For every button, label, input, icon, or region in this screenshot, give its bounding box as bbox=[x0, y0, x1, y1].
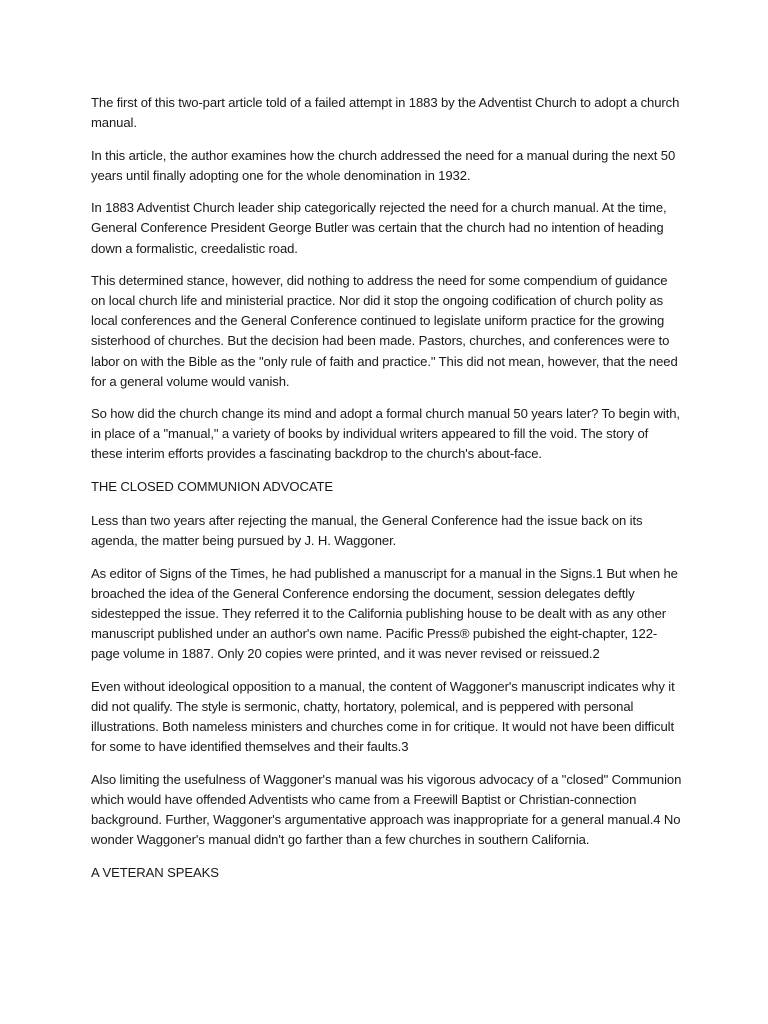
document-body bbox=[91, 93, 683, 897]
section-heading-closed-communion: THE CLOSED COMMUNION ADVOCATE bbox=[91, 479, 334, 494]
paragraph-closed-communion: Also limiting the usefulness of Waggoner's manual was his vigorous advocacy of a "closed" Communion which would have offended Adventists who came from a Freewill Baptist or Christian-connection background. Further, Waggoner's argumentative approach was inappropriate for a general manual.4 No wonder Waggoner's manual didn't go farther than a few churches in southern California. bbox=[91, 771, 682, 847]
paragraph-signs-editor: As editor of Signs of the Times, he had published a manuscript for a manual in the Signs.1 But when he broached the idea of the General Conference endorsing the document, session delegates deftly sidestepped the issue. They referred it to the California publishing house to be dealt with as any other manuscript published under an author's own name. Pacific Press® pubished the eight-chapter, 122-page volume in 1887. Only 20 copies were printed, and it was never revised or reissued.2 bbox=[91, 565, 678, 662]
paragraph-1883-rejection: In 1883 Adventist Church leader ship categorically rejected the need for a church manual. At the time, General Conference President George Butler was certain that the church had no intention of heading down a formalistic, creedalistic road. bbox=[91, 200, 667, 256]
section-heading-veteran-speaks: A VETERAN SPEAKS bbox=[91, 864, 219, 880]
paragraph-change-of-mind: So how did the church change its mind and adopt a formal church manual 50 years later? To begin with, in place of a "manual," a variety of books by individual writers appeared to fill the void. The story of these interim efforts provides a fascinating backdrop to the church's about-face. bbox=[91, 406, 680, 462]
paragraph-determined-stance: This determined stance, however, did nothing to address the need for some compendium of guidance on local church life and ministerial practice. Nor did it stop the ongoing codification of church polity as local conferences and the General Conference continued to legislate uniform practice for the growing sisterhood of churches. But the decision had been made. Pastors, churches, and conferences were to labor on with the Bible as the "only rule of faith and practice." This did not mean, however, that the need for a general volume would vanish. bbox=[91, 273, 678, 389]
paragraph-waggoner-intro: Less than two years after rejecting the manual, the General Conference had the issue back on its agenda, the matter being pursued by J. H. Waggoner. bbox=[91, 513, 643, 549]
paragraph-intro: The first of this two-part article told of a failed attempt in 1883 by the Adventist Church to adopt a church manual. bbox=[91, 95, 680, 131]
paragraph-article-summary: In this article, the author examines how the church addressed the need for a manual during the next 50 years until finally adopting one for the whole denomination in 1932. bbox=[91, 147, 676, 183]
paragraph-content-critique: Even without ideological opposition to a manual, the content of Waggoner's manuscript indicates why it did not qualify. The style is sermonic, chatty, hortatory, polemical, and is peppered with personal illustrations. Both nameless ministers and churches come in for critique. It would not have been difficult for some to have identified themselves and their faults.3 bbox=[91, 678, 675, 755]
